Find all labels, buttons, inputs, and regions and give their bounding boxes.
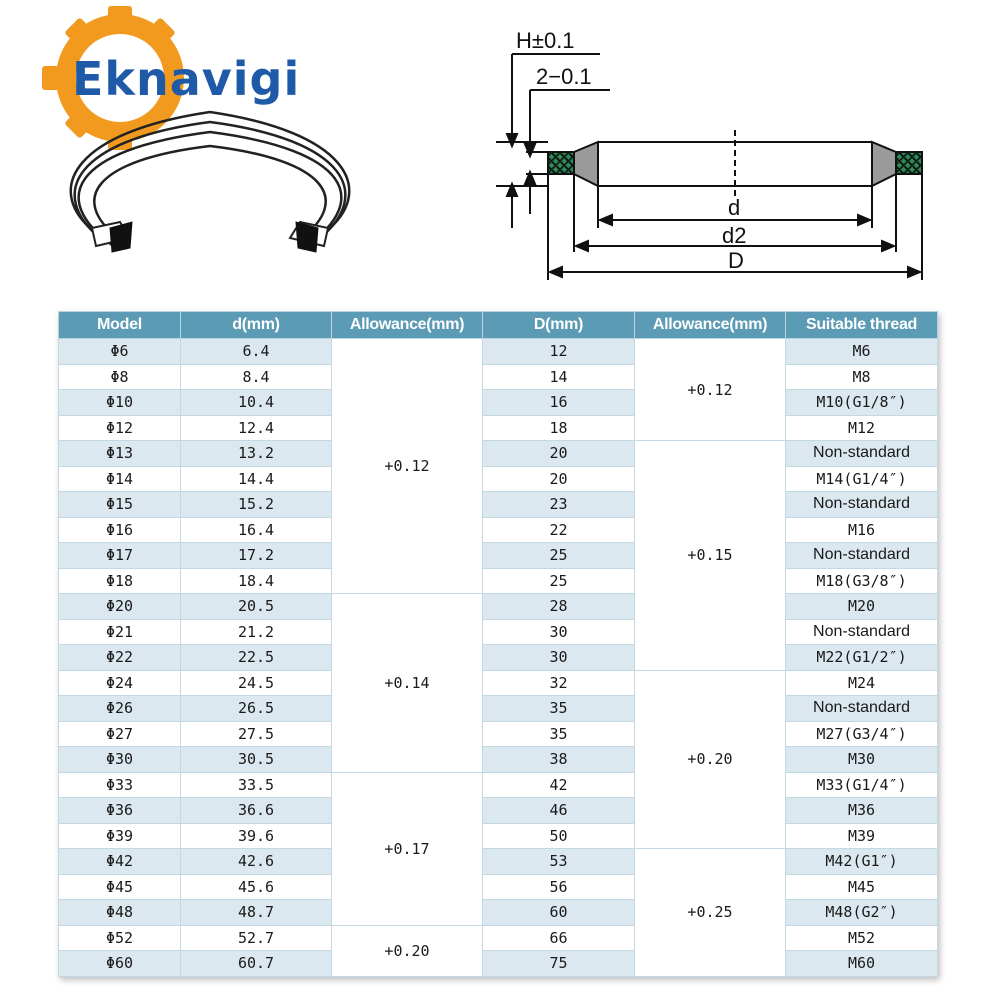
cell-thread: M16 [786,517,938,543]
table-row [59,390,938,416]
cell-D: 25 [483,543,635,569]
cell-D: 30 [483,645,635,671]
cell-d: 45.6 [181,874,332,900]
cell-d: 22.5 [181,645,332,671]
cell-thread: M20 [786,594,938,620]
table-row [59,696,938,722]
cell-D: 38 [483,747,635,773]
table-row [59,543,938,569]
cell-model: Φ48 [59,900,181,926]
cell-d: 30.5 [181,747,332,773]
table-row [59,925,938,951]
cell-thread: M39 [786,823,938,849]
table-row [59,441,938,467]
cell-thread: M6 [786,339,938,365]
cell-d: 15.2 [181,492,332,518]
cell-d: 14.4 [181,466,332,492]
cell-D: 25 [483,568,635,594]
cell-model: Φ33 [59,772,181,798]
cell-model: Φ12 [59,415,181,441]
dim-label-h: H±0.1 [516,28,575,53]
cell-d: 33.5 [181,772,332,798]
dim-label-two: 2−0.1 [536,64,592,89]
cell-D: 66 [483,925,635,951]
spec-table [58,311,938,977]
cell-model: Φ22 [59,645,181,671]
table-row [59,492,938,518]
table-row [59,849,938,875]
table-row [59,874,938,900]
cell-model: Φ42 [59,849,181,875]
cell-thread: M14(G1/4″) [786,466,938,492]
cell-model: Φ21 [59,619,181,645]
header-model: Model [59,312,181,339]
cell-model: Φ20 [59,594,181,620]
cell-D-allowance: +0.12 [635,339,786,441]
table-row [59,364,938,390]
cell-d: 36.6 [181,798,332,824]
cell-model: Φ18 [59,568,181,594]
cell-D: 20 [483,466,635,492]
cell-D: 14 [483,364,635,390]
cell-thread: M27(G3/4″) [786,721,938,747]
header-D-allowance: Allowance(mm) [635,312,786,339]
cell-D: 60 [483,900,635,926]
cell-thread: M8 [786,364,938,390]
cell-d: 24.5 [181,670,332,696]
header-thread: Suitable thread [786,312,938,339]
cell-D: 22 [483,517,635,543]
table-row [59,823,938,849]
cell-thread: M45 [786,874,938,900]
dim-label-D: D [728,248,744,273]
cell-thread: M10(G1/8″) [786,390,938,416]
cell-thread: Non-standard [786,619,938,645]
cell-model: Φ8 [59,364,181,390]
table-row [59,721,938,747]
cell-d-allowance: +0.14 [332,594,483,773]
table-row [59,670,938,696]
cell-thread: M36 [786,798,938,824]
cell-d: 26.5 [181,696,332,722]
header-D: D(mm) [483,312,635,339]
cell-D-allowance: +0.25 [635,849,786,977]
table-row [59,619,938,645]
cell-thread: M30 [786,747,938,773]
cell-thread: M42(G1″) [786,849,938,875]
cell-d: 12.4 [181,415,332,441]
product-diagram-banner [0,0,1000,300]
cell-d-allowance: +0.20 [332,925,483,976]
cell-model: Φ26 [59,696,181,722]
cell-thread: Non-standard [786,696,938,722]
cell-d: 27.5 [181,721,332,747]
table-row [59,415,938,441]
cell-d: 39.6 [181,823,332,849]
cell-d: 6.4 [181,339,332,365]
cell-d: 8.4 [181,364,332,390]
cell-D-allowance: +0.15 [635,441,786,671]
cell-d: 13.2 [181,441,332,467]
cell-D: 12 [483,339,635,365]
cell-D: 16 [483,390,635,416]
cell-D: 53 [483,849,635,875]
cell-model: Φ10 [59,390,181,416]
header-d-allowance: Allowance(mm) [332,312,483,339]
cell-D: 30 [483,619,635,645]
header-d: d(mm) [181,312,332,339]
cell-d-allowance: +0.12 [332,339,483,594]
cell-thread: M18(G3/8″) [786,568,938,594]
table-row [59,900,938,926]
table-row [59,339,938,365]
cell-thread: M48(G2″) [786,900,938,926]
cell-D: 18 [483,415,635,441]
cell-model: Φ24 [59,670,181,696]
cell-thread: M52 [786,925,938,951]
cell-model: Φ16 [59,517,181,543]
cell-model: Φ30 [59,747,181,773]
cell-D: 56 [483,874,635,900]
cell-model: Φ15 [59,492,181,518]
cell-d: 20.5 [181,594,332,620]
table-row [59,466,938,492]
brand-name: Eknavigi [72,52,301,106]
cell-thread: M60 [786,951,938,977]
cell-d: 48.7 [181,900,332,926]
cell-D: 32 [483,670,635,696]
cell-model: Φ60 [59,951,181,977]
cell-thread: M24 [786,670,938,696]
table-row [59,951,938,977]
cell-d: 16.4 [181,517,332,543]
table-row [59,517,938,543]
cell-thread: Non-standard [786,441,938,467]
table-body [59,339,938,977]
table-header-row [59,312,938,339]
cell-model: Φ17 [59,543,181,569]
cell-D: 46 [483,798,635,824]
table-row [59,772,938,798]
cell-model: Φ13 [59,441,181,467]
cell-D-allowance: +0.20 [635,670,786,849]
cell-d: 10.4 [181,390,332,416]
cell-D: 75 [483,951,635,977]
dim-label-d: d [728,195,741,220]
cell-D: 35 [483,721,635,747]
table-row [59,747,938,773]
cell-model: Φ36 [59,798,181,824]
cell-D: 35 [483,696,635,722]
cell-d: 21.2 [181,619,332,645]
dim-label-d2: d2 [722,223,747,248]
cell-thread: Non-standard [786,492,938,518]
cell-model: Φ39 [59,823,181,849]
cell-thread: M22(G1/2″) [786,645,938,671]
table-row [59,798,938,824]
cell-thread: M33(G1/4″) [786,772,938,798]
cell-d: 52.7 [181,925,332,951]
cell-model: Φ14 [59,466,181,492]
cell-thread: M12 [786,415,938,441]
cell-D: 50 [483,823,635,849]
table-row [59,645,938,671]
table-row [59,568,938,594]
cell-thread: Non-standard [786,543,938,569]
cell-D: 23 [483,492,635,518]
cell-model: Φ45 [59,874,181,900]
cell-D: 20 [483,441,635,467]
cell-d: 18.4 [181,568,332,594]
cell-model: Φ6 [59,339,181,365]
cell-d: 42.6 [181,849,332,875]
cell-D: 42 [483,772,635,798]
cell-d: 17.2 [181,543,332,569]
cell-d: 60.7 [181,951,332,977]
table-row [59,594,938,620]
cell-model: Φ52 [59,925,181,951]
cell-D: 28 [483,594,635,620]
cell-d-allowance: +0.17 [332,772,483,925]
cell-model: Φ27 [59,721,181,747]
